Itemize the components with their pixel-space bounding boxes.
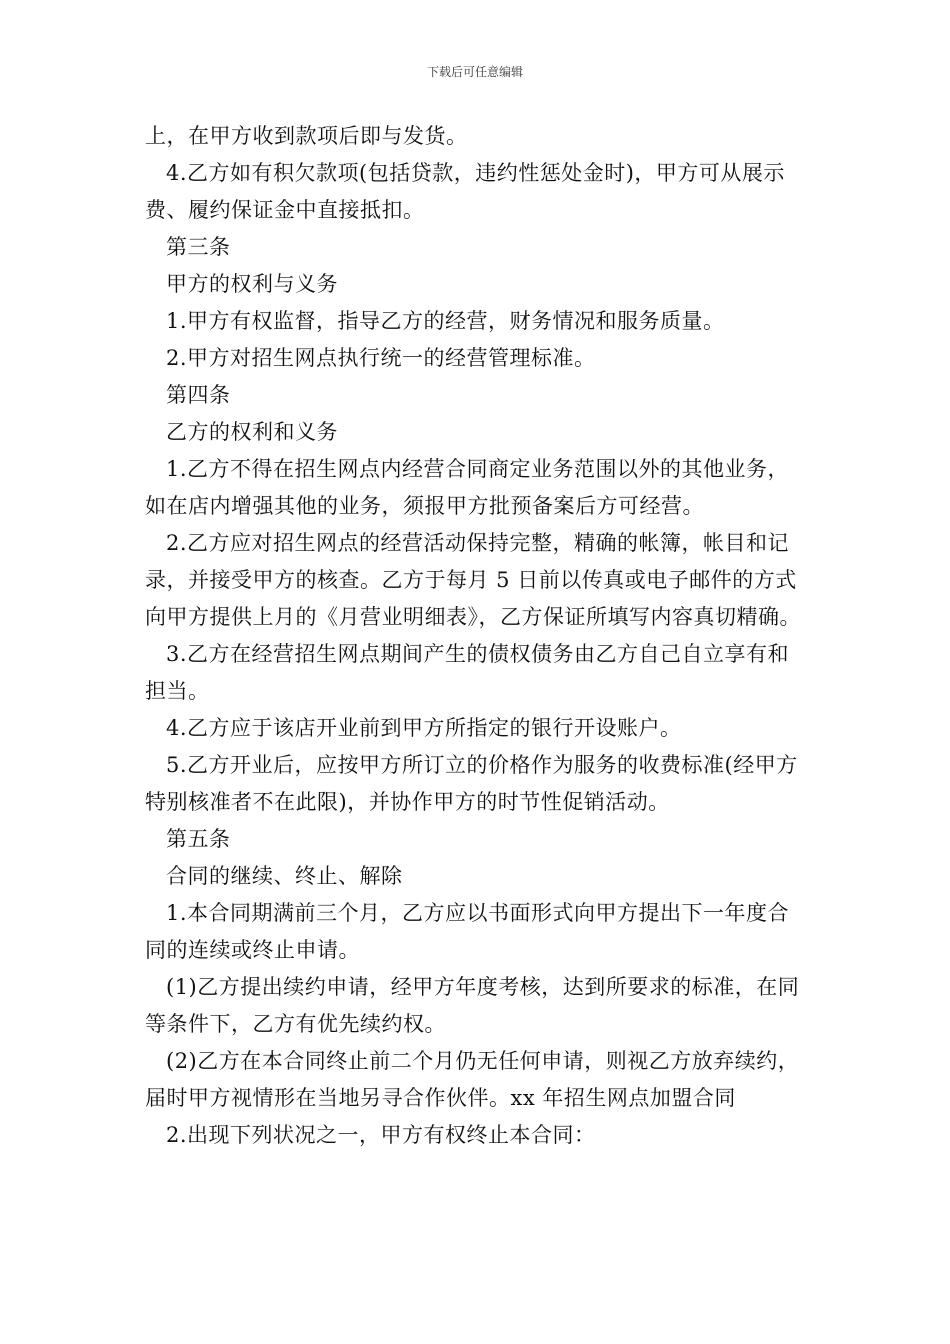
section-title-5: 合同的继续、终止、解除 [166, 864, 403, 888]
paragraph-2: 4.乙方如有积欠款项(包括贷款，违约性惩处金时)，甲方可从展示费、履约保证金中直接抵扣。 [145, 161, 785, 222]
paragraph-18: (2)乙方在本合同终止前二个月仍无任何申请，则视乙方放弃续约，届时甲方视情形在当地另寻合作伙伴。xx 年招生网点加盟合同 [145, 1049, 800, 1110]
paragraph-17: (1)乙方提出续约申请，经甲方年度考核，达到所要求的标准，在同等条件下，乙方有优先续约权。 [145, 975, 800, 1036]
paragraph-10: 2.乙方应对招生网点的经营活动保持完整，精确的帐簿，帐目和记录，并接受甲方的核查。乙方于每月 5 日前以传真或电子邮件的方式向甲方提供上月的《月营业明细表》，乙方保证所填写内容真切精确。 [145, 531, 801, 629]
paragraph-12: 4.乙方应于该店开业前到甲方所指定的银行开设账户。 [166, 716, 682, 740]
paragraph-16: 1.本合同期满前三个月，乙方应以书面形式向甲方提出下一年度合同的连续或终止申请。 [145, 901, 790, 962]
section-title-3: 甲方的权利与义务 [166, 272, 338, 296]
document-body [145, 118, 810, 1154]
paragraph-19: 2.出现下列状况之一，甲方有权终止本合同： [166, 1123, 596, 1147]
section-heading-4: 第四条 [166, 383, 231, 407]
paragraph-11: 3.乙方在经营招生网点期间产生的债权债务由乙方自己自立享有和担当。 [145, 642, 790, 703]
paragraph-9: 1.乙方不得在招生网点内经营合同商定业务范围以外的其他业务，如在店内增强其他的业务，须报甲方批预备案后方可经营。 [145, 457, 790, 518]
paragraph-1: 上，在甲方收到款项后即与发货。 [145, 124, 468, 148]
paragraph-13: 5.乙方开业后，应按甲方所订立的价格作为服务的收费标准(经甲方特别核准者不在此限)，并协作甲方的时节性促销活动。 [145, 753, 798, 814]
section-heading-3: 第三条 [166, 235, 231, 259]
section-title-4: 乙方的权利和义务 [166, 420, 338, 444]
paragraph-5: 1.甲方有权监督，指导乙方的经营，财务情况和服务质量。 [166, 309, 725, 333]
paragraph-6: 2.甲方对招生网点执行统一的经营管理标准。 [166, 346, 596, 370]
page-header-note: 下载后可任意编辑 [426, 65, 523, 79]
section-heading-5: 第五条 [166, 827, 231, 851]
